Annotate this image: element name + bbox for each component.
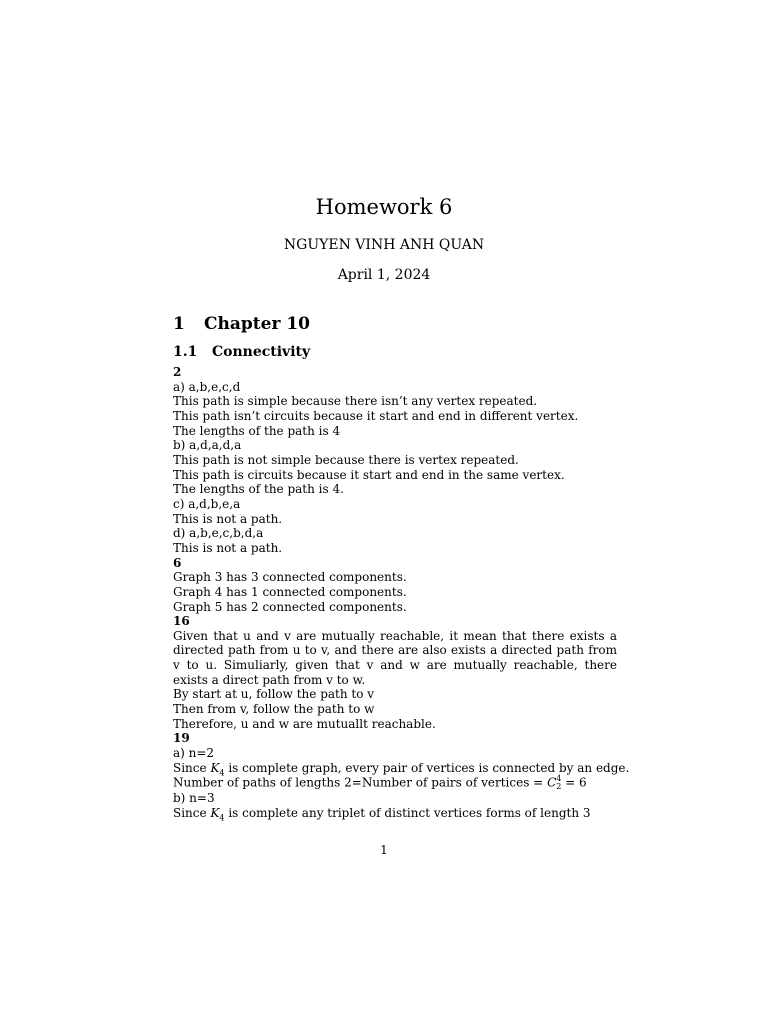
answer-line: This path is simple because there isn’t any vertex repeated. xyxy=(173,394,538,409)
answer-line: This is not a path. xyxy=(173,511,283,526)
text-run: Since xyxy=(173,760,211,775)
subsection-number: 1.1 xyxy=(173,344,198,360)
answer-line: Graph 3 has 3 connected components. xyxy=(173,570,407,585)
answer-line: a) a,b,e,c,d xyxy=(173,379,241,394)
problem-label: 16 xyxy=(173,614,190,629)
page-number: 1 xyxy=(380,843,388,857)
text-run: = 6 xyxy=(561,775,587,790)
answer-line: This path is circuits because it start and end in the same vertex. xyxy=(173,467,565,482)
answer-line: This is not a path. xyxy=(173,540,283,555)
subsection-heading xyxy=(173,342,617,362)
answer-line: This path is not simple because there is vertex repeated. xyxy=(173,452,519,467)
math-superscript: 4 xyxy=(556,774,562,784)
answer-line xyxy=(173,806,617,821)
section-title: Chapter 10 xyxy=(204,314,310,334)
answer-line: Therefore, u and w are mutuallt reachable. xyxy=(173,716,436,731)
answer-line: By start at u, follow the path to v xyxy=(173,687,375,702)
text-run: is complete any triplet of distinct vertices forms of length 3 xyxy=(224,806,591,821)
answer-line: c) a,d,b,e,a xyxy=(173,496,241,511)
answer-line: Graph 5 has 2 connected components. xyxy=(173,599,407,614)
document-title: Homework 6 xyxy=(315,195,453,219)
answer-paragraph: Given that u and v are mutually reachable, it mean that there exists a directed path from u to v, and there are also exists a directed path from v to u. Simuliarly, given that v and w are mutually reachable, there exists a direct path from v to w. xyxy=(173,628,617,687)
section-number: 1 xyxy=(173,314,185,334)
math-subscript: 4 xyxy=(219,813,225,823)
section-heading xyxy=(173,312,617,336)
problem-label: 6 xyxy=(173,555,182,570)
document-date: April 1, 2024 xyxy=(337,267,431,283)
text-run: Number of paths of lengths 2=Number of pairs of vertices = xyxy=(173,775,548,790)
answer-line xyxy=(173,775,617,791)
text-run: Since xyxy=(173,806,211,821)
answer-line: The lengths of the path is 4. xyxy=(173,482,344,497)
problem-6 xyxy=(173,556,617,615)
answer-line: The lengths of the path is 4 xyxy=(173,423,341,438)
math-subscript: 4 xyxy=(219,768,225,778)
math-variable: K xyxy=(210,806,220,821)
answer-line: b) n=3 xyxy=(173,791,215,806)
answer-line: Then from v, follow the path to w xyxy=(173,702,375,717)
math-variable: K xyxy=(210,760,220,775)
document-body xyxy=(173,312,630,823)
problem-16 xyxy=(173,614,617,731)
text-run: is complete graph, every pair of vertices is connected by an edge. xyxy=(224,760,630,775)
problem-label: 19 xyxy=(173,731,190,746)
answer-line: This path isn’t circuits because it start and end in different vertex. xyxy=(173,408,579,423)
math-variable: C xyxy=(547,775,557,790)
math-subscript: 2 xyxy=(556,782,562,792)
title-block xyxy=(0,193,768,284)
subsection-title: Connectivity xyxy=(212,344,311,360)
answer-line: b) a,d,a,d,a xyxy=(173,438,242,453)
problem-19 xyxy=(173,731,630,823)
problem-2 xyxy=(173,365,617,556)
answer-line xyxy=(173,760,630,778)
answer-line: a) n=2 xyxy=(173,746,215,761)
document-author: NGUYEN VINH ANH QUAN xyxy=(283,237,485,253)
answer-line: d) a,b,e,c,b,d,a xyxy=(173,526,264,541)
answer-line: Graph 4 has 1 connected components. xyxy=(173,584,407,599)
problem-label: 2 xyxy=(173,365,182,379)
